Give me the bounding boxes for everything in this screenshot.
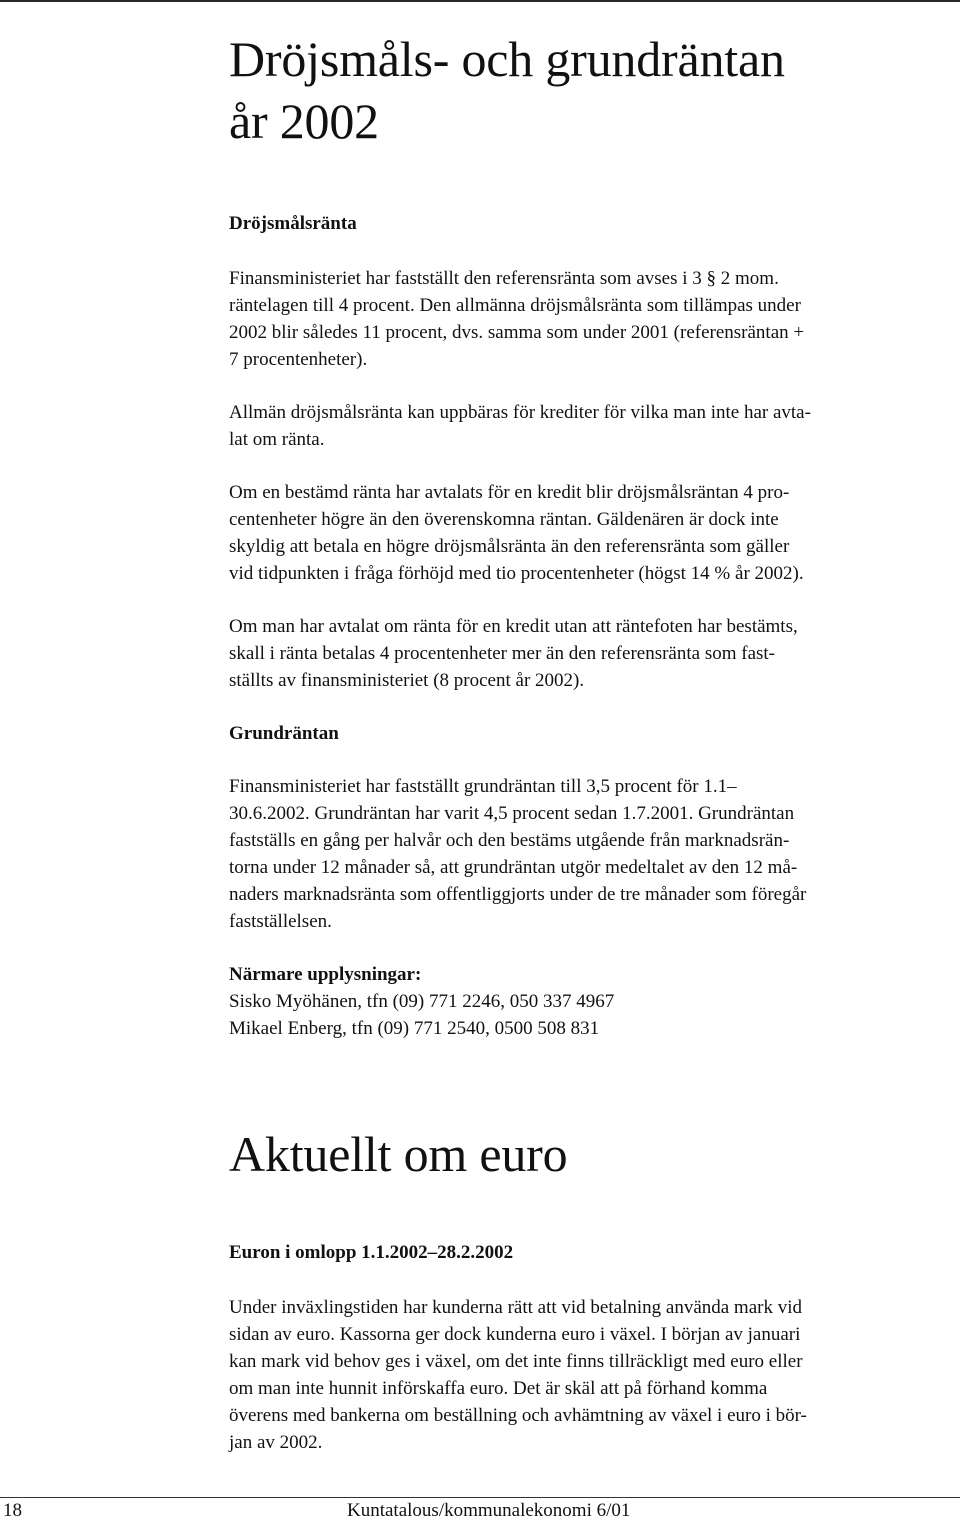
text-line: Finansministeriet har fastställt grundräntan till 3,5 procent för 1.1– [229, 776, 737, 797]
text-line: räntelagen till 4 procent. Den allmänna dröjsmålsränta som tillämpas under [229, 295, 801, 316]
contacts-list [229, 988, 949, 1042]
paragraph [229, 1294, 949, 1456]
text-line: Om man har avtalat om ränta för en kredit utan att räntefoten har bestämts, [229, 616, 798, 637]
article-title-euro: Aktuellt om euro [229, 1126, 568, 1182]
section-heading-euron-i-omlopp: Euron i omlopp 1.1.2002–28.2.2002 [229, 1242, 514, 1263]
text-line: lat om ränta. [229, 429, 325, 450]
text-line: skyldig att betala en högre dröjsmålsränta än den referensränta som gäller [229, 536, 790, 557]
page-content [229, 28, 949, 1456]
top-rule [0, 0, 960, 2]
paragraph [229, 479, 949, 587]
text-line: naders marknadsränta som offentliggjorts under de tre månader som föregår [229, 884, 807, 905]
section-heading-grundrantan: Grundräntan [229, 723, 339, 744]
text-line: skall i ränta betalas 4 procentenheter mer än den referensränta som fast- [229, 643, 775, 664]
text-line: Om en bestämd ränta har avtalats för en kredit blir dröjsmålsräntan 4 pro- [229, 482, 790, 503]
title-line: år 2002 [229, 93, 379, 149]
paragraph [229, 265, 949, 373]
text-line: 30.6.2002. Grundräntan har varit 4,5 procent sedan 1.7.2001. Grundräntan [229, 803, 795, 824]
text-line: centenheter högre än den överenskomna räntan. Gäldenären är dock inte [229, 509, 779, 530]
title-line: Dröjsmåls- och grundräntan [229, 31, 785, 87]
text-line: fastställelsen. [229, 911, 332, 932]
text-line: Finansministeriet har fastställt den referensränta som avses i 3 § 2 mom. [229, 268, 779, 289]
paragraph [229, 613, 949, 694]
text-line: torna under 12 månader så, att grundräntan utgör medeltalet av den 12 må- [229, 857, 798, 878]
page-footer [0, 1497, 960, 1522]
text-line: fastställs en gång per halvår och den bestäms utgående från marknadsrän- [229, 830, 790, 851]
paragraph [229, 773, 949, 935]
contacts-heading: Närmare upplysningar: [229, 964, 422, 985]
text-line: 2002 blir således 11 procent, dvs. samma som under 2001 (referensräntan + [229, 322, 805, 343]
footer-rule [0, 1497, 960, 1498]
text-line: ställts av finansministeriet (8 procent år 2002). [229, 670, 585, 691]
text-line: överens med bankerna om beställning och avhämtning av växel i euro i bör- [229, 1405, 807, 1426]
text-line: om man inte hunnit införskaffa euro. Det är skäl att på förhand komma [229, 1378, 768, 1399]
text-line: sidan av euro. Kassorna ger dock kunderna euro i växel. I början av januari [229, 1324, 801, 1345]
text-line: vid tidpunkten i fråga förhöjd med tio procentenheter (högst 14 % år 2002). [229, 563, 804, 584]
contact-line: Sisko Myöhänen, tfn (09) 771 2246, 050 337 4967 [229, 991, 615, 1012]
text-line: jan av 2002. [229, 1432, 323, 1453]
text-line: Allmän dröjsmålsränta kan uppbäras för krediter för vilka man inte har avta- [229, 402, 811, 423]
text-line: kan mark vid behov ges i växel, om det inte finns tillräckligt med euro eller [229, 1351, 803, 1372]
text-line: 7 procentenheter). [229, 349, 368, 370]
paragraph [229, 399, 949, 453]
text-line: Under inväxlingstiden har kunderna rätt att vid betalning använda mark vid [229, 1297, 802, 1318]
section-heading-drojsmalsranta: Dröjsmålsränta [229, 213, 357, 234]
article-title-interest-rates [229, 28, 949, 152]
page-number: 18 [3, 1500, 22, 1521]
contact-line: Mikael Enberg, tfn (09) 771 2540, 0500 508 831 [229, 1018, 600, 1039]
publication-name: Kuntatalous/kommunalekonomi 6/01 [347, 1500, 631, 1521]
